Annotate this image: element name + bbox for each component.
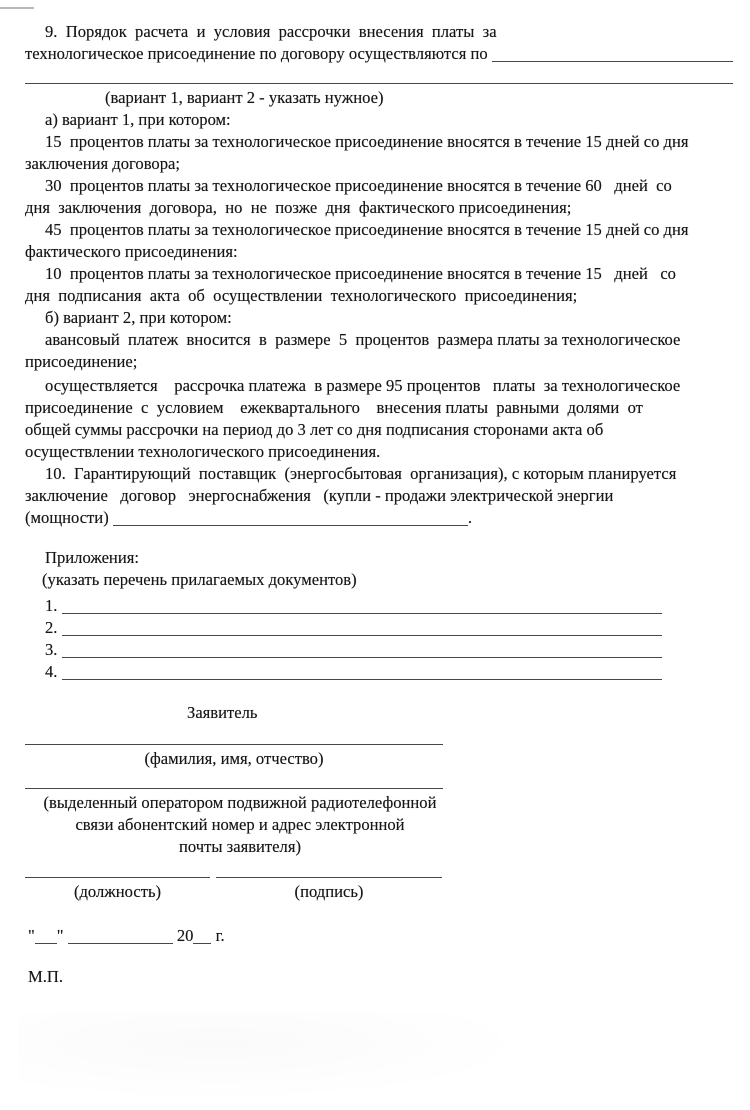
installment-2 (25, 397, 733, 419)
text-run: (подпись) (294, 882, 364, 901)
contact-line (25, 770, 733, 792)
text-run: 20 (172, 926, 194, 945)
attachment-item-2 (45, 617, 733, 639)
text-run: почты заявителя) (179, 837, 301, 856)
text-run: фактического присоединения: (25, 242, 238, 261)
blank-line-full (25, 65, 733, 87)
text-run: 3. (45, 640, 62, 659)
term-15-percent-1 (45, 131, 733, 153)
blank-field (25, 83, 733, 84)
attachment-item-1 (45, 595, 733, 617)
variant-hint (105, 87, 733, 109)
text-run: авансовый платеж вносится в размере 5 процентов размера платы за технологическое (45, 330, 681, 349)
variant-2-heading (45, 307, 733, 329)
document-body (25, 21, 733, 988)
term-15-percent-2 (25, 153, 733, 175)
attachment-item-3 (45, 639, 733, 661)
blank-field (62, 635, 662, 636)
text-run: 30 процентов платы за технологическое присоединение вносятся в течение 60 дней со (45, 176, 672, 195)
date-line (28, 925, 733, 947)
advance-payment-2 (25, 351, 733, 373)
blank-field (193, 943, 211, 944)
text-run: (вариант 1, вариант 2 - указать нужное) (105, 88, 384, 107)
blank-field (25, 788, 443, 789)
term-45-percent-2 (25, 241, 733, 263)
position-signature-hints (25, 881, 733, 903)
blank-field (492, 61, 733, 62)
blank-field (25, 744, 443, 745)
text-run: М.П. (28, 967, 64, 986)
contact-hint-3 (25, 836, 455, 858)
blank-field (62, 679, 662, 680)
contact-hint-2 (25, 814, 455, 836)
text-run: 2. (45, 618, 62, 637)
applicant-name-line (25, 726, 733, 748)
text-run: осуществлении технологического присоединения. (25, 442, 381, 461)
text-run: Заявитель (187, 703, 258, 722)
installment-3 (25, 419, 733, 441)
para-9-line-1 (45, 21, 733, 43)
term-45-percent-1 (45, 219, 733, 241)
text-run: заключение договор энергоснабжения (купли - продажи электрической энергии (25, 486, 614, 505)
text-run: дня подписания акта об осуществлении технологического присоединения; (25, 286, 578, 305)
applicant-label (187, 702, 733, 724)
advance-payment-1 (45, 329, 733, 351)
term-10-percent-1 (45, 263, 733, 285)
text-run: связи абонентский номер и адрес электронной (75, 815, 405, 834)
para-10-line-3 (25, 507, 733, 529)
position-signature-lines (25, 859, 733, 881)
blank-field (68, 943, 173, 944)
installment-4 (25, 441, 733, 463)
text-run: " (28, 926, 35, 945)
contact-hint-1 (25, 792, 455, 814)
text-run: Приложения: (45, 548, 139, 567)
text-run: (указать перечень прилагаемых документов) (42, 570, 357, 589)
text-run: " (56, 926, 68, 945)
blank-field (25, 877, 210, 878)
text-run: 4. (45, 662, 62, 681)
para-10-line-2 (25, 485, 733, 507)
para-10-line-1 (45, 463, 733, 485)
variant-1-heading (45, 109, 733, 131)
seal-mark (28, 966, 733, 988)
attachments-heading (45, 547, 733, 569)
text-run: (должность) (73, 882, 162, 901)
text-run: 9. Порядок расчета и условия рассрочки внесения платы за (45, 22, 497, 41)
text-run: . (467, 508, 473, 527)
text-run: 1. (45, 596, 62, 615)
text-run: технологическое присоединение по договору осуществляются по (25, 44, 492, 63)
text-run: осуществляется рассрочка платежа в размере 95 процентов платы за технологическое (45, 376, 681, 395)
scan-edge-mark (0, 7, 34, 9)
text-run: дня заключения договора, но не позже дня фактического присоединения; (25, 198, 572, 217)
attachment-item-4 (45, 661, 733, 683)
blank-field (35, 943, 57, 944)
text-run: 15 процентов платы за технологическое присоединение вносятся в течение 15 дней со дня (45, 132, 689, 151)
attachments-hint (42, 569, 733, 591)
para-9-line-2 (25, 43, 733, 65)
text-run: г. (211, 926, 225, 945)
term-10-percent-2 (25, 285, 733, 307)
blank-field (62, 613, 662, 614)
text-run: б) вариант 2, при котором: (45, 308, 232, 327)
text-run: присоединение; (25, 352, 138, 371)
term-30-percent-2 (25, 197, 733, 219)
text-run: общей суммы рассрочки на период до 3 лет со дня подписания сторонами акта об (25, 420, 604, 439)
text-run: 10. Гарантирующий поставщик (энергосбытовая организация), с которым планируется (45, 464, 677, 483)
blank-field (216, 877, 442, 878)
blank-field (113, 525, 468, 526)
text-run: (фамилия, имя, отчество) (144, 749, 324, 768)
blank-field (62, 657, 662, 658)
text-run: (мощности) (25, 508, 113, 527)
text-run: присоединение с условием ежеквартального внесения платы равными долями от (25, 398, 643, 417)
applicant-name-hint (25, 748, 443, 770)
installment-1 (45, 375, 733, 397)
term-30-percent-1 (45, 175, 733, 197)
text-run: а) вариант 1, при котором: (45, 110, 231, 129)
text-run: 10 процентов платы за технологическое присоединение вносятся в течение 15 дней со (45, 264, 676, 283)
text-run: 45 процентов платы за технологическое присоединение вносятся в течение 15 дней со дня (45, 220, 689, 239)
text-run: заключения договора; (25, 154, 180, 173)
scan-artifact (18, 1012, 538, 1102)
text-run: (выделенный оператором подвижной радиотелефонной (43, 793, 437, 812)
